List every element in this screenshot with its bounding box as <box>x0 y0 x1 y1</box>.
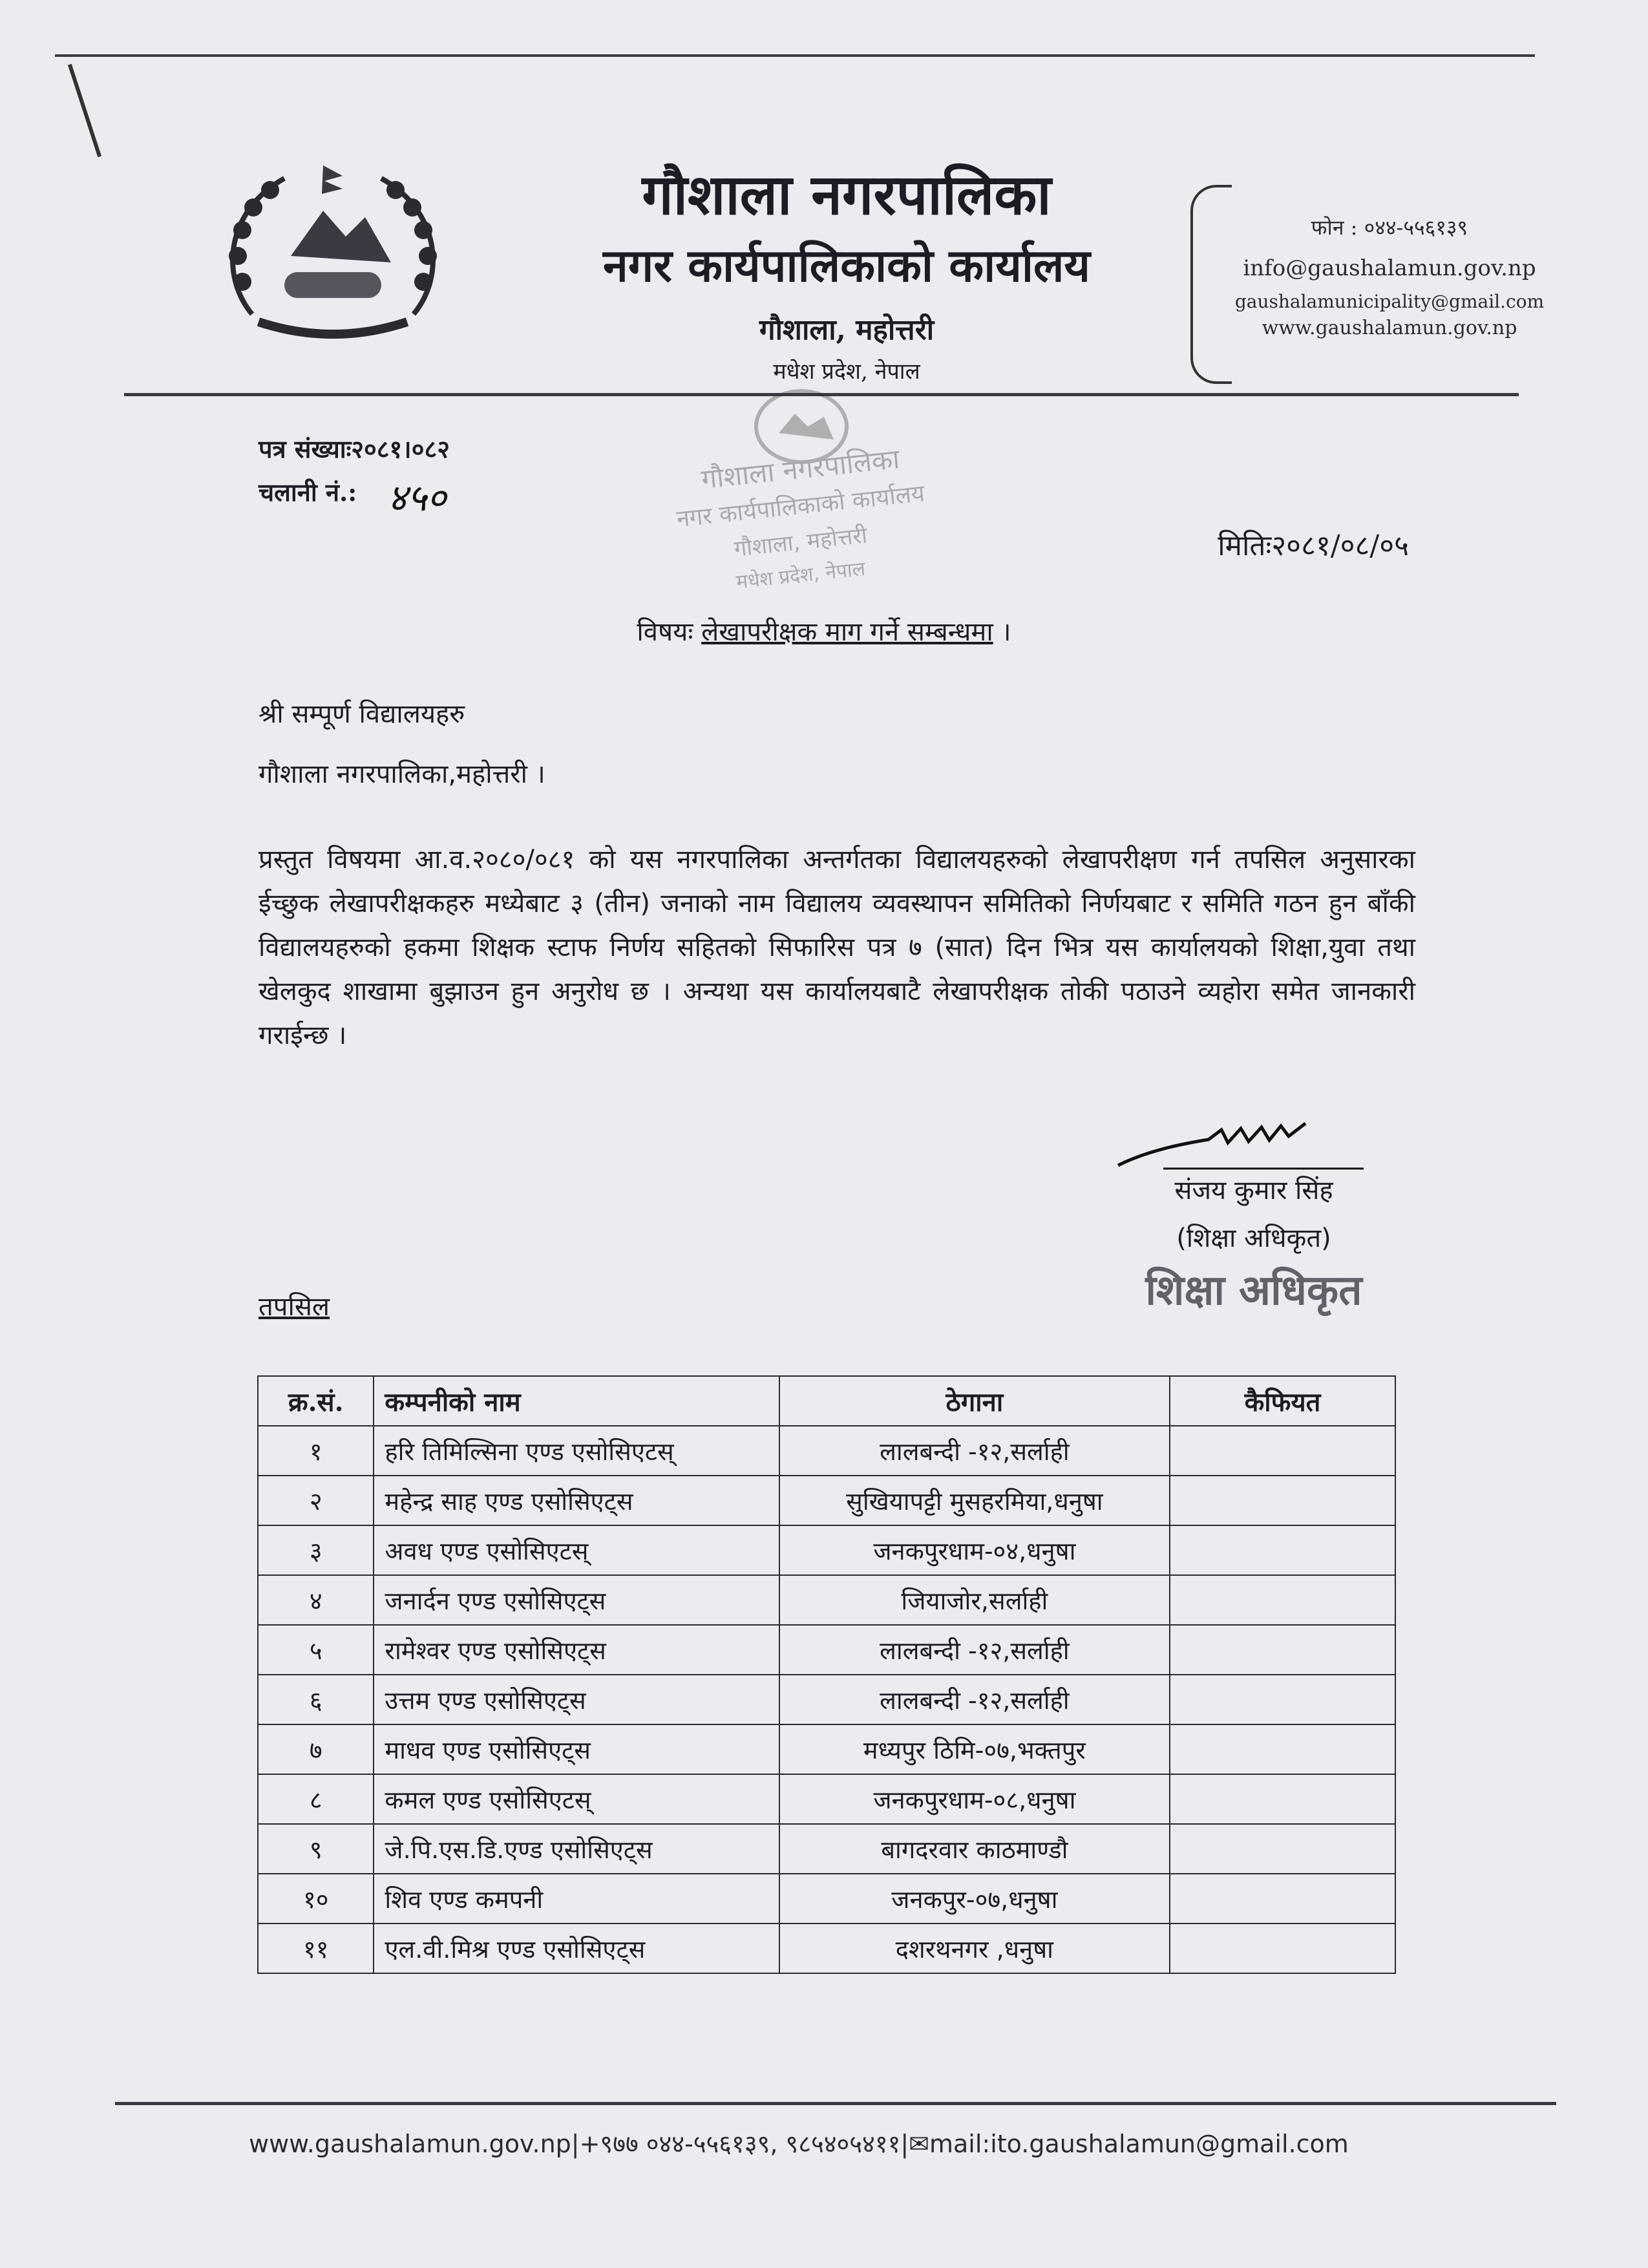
letter-number: पत्र संख्याः२०८१।०८२ <box>259 434 450 463</box>
table-row <box>258 1824 1395 1874</box>
signatory-title: (शिक्षा अधिकृत) <box>1176 1224 1331 1253</box>
cell-address: लालबन्दी -१२,सर्लाही <box>779 1426 1170 1476</box>
cell-company: एल.वी.मिश्र एण्ड एसोसिएट्स <box>374 1924 779 1973</box>
subject-text: लेखापरीक्षक माग गर्ने सम्बन्धमा <box>701 617 993 647</box>
stamp-line-1: गौशाला नगरपालिका <box>699 443 902 496</box>
contact-email-2: gaushalamunicipality@gmail.com <box>1234 291 1545 312</box>
contact-phone: फोन : ०४४-५५६१३९ <box>1311 215 1468 240</box>
signature-icon <box>1112 1104 1370 1175</box>
office-province: मधेश प्रदेश, नेपाल <box>773 359 920 385</box>
cell-company: शिव एण्ड कमपनी <box>374 1874 779 1924</box>
subject-label: विषयः <box>637 617 693 647</box>
table-row <box>258 1426 1395 1476</box>
cell-sn: ५ <box>258 1625 374 1675</box>
cell-sn: ९ <box>258 1824 374 1874</box>
stamp-line-4: मधेश प्रदेश, नेपाल <box>735 557 867 594</box>
cell-remarks <box>1170 1426 1395 1476</box>
cell-address: मध्यपुर ठिमि-०७,भक्तपुर <box>779 1724 1170 1774</box>
cell-sn: १ <box>258 1426 374 1476</box>
subject-line <box>194 613 1454 648</box>
letter-date: मितिः२०८१/०८/०५ <box>1218 529 1409 562</box>
cell-sn: ३ <box>258 1525 374 1575</box>
addressee-line-1: श्री सम्पूर्ण विद्यालयहरु <box>259 699 465 729</box>
addressee-line-2: गौशाला नगरपालिका,महोत्तरी । <box>259 759 545 789</box>
cell-company: माधव एण्ड एसोसिएट्स <box>374 1724 779 1774</box>
municipality-title: गौशाला नगरपालिका <box>642 162 1051 228</box>
cell-address: जनकपुरधाम-०४,धनुषा <box>779 1525 1170 1575</box>
stamp-line-3: गौशाला, महोत्तरी <box>732 522 869 562</box>
cell-sn: ६ <box>258 1675 374 1724</box>
table-row <box>258 1724 1395 1774</box>
cell-remarks <box>1170 1525 1395 1575</box>
cell-remarks <box>1170 1625 1395 1675</box>
cell-address: जनकपुर-०७,धनुषा <box>779 1874 1170 1924</box>
office-stamp <box>672 388 931 601</box>
subject-end: । <box>1001 617 1011 647</box>
table-row <box>258 1924 1395 1973</box>
office-title: नगर कार्यपालिकाको कार्यालय <box>602 238 1091 292</box>
cell-company: रामेश्वर एण्ड एसोसिएट्स <box>374 1625 779 1675</box>
cell-sn: ७ <box>258 1724 374 1774</box>
cell-company: जनार्दन एण्ड एसोसिएट्स <box>374 1575 779 1625</box>
cell-remarks <box>1170 1575 1395 1625</box>
cell-sn: १० <box>258 1874 374 1924</box>
cell-remarks <box>1170 1924 1395 1973</box>
cell-sn: २ <box>258 1476 374 1525</box>
cell-remarks <box>1170 1774 1395 1824</box>
cell-remarks <box>1170 1874 1395 1924</box>
contact-website: www.gaushalamun.gov.np <box>1262 317 1517 339</box>
cell-remarks <box>1170 1476 1395 1525</box>
table-row <box>258 1625 1395 1675</box>
cell-address: दशरथनगर ,धनुषा <box>779 1924 1170 1973</box>
footer-divider <box>115 2102 1556 2105</box>
table-row <box>258 1476 1395 1525</box>
signatory-name: संजय कुमार सिंह <box>1174 1176 1333 1205</box>
cell-address: सुखियापट्टी मुसहरमिया,धनुषा <box>779 1476 1170 1525</box>
cell-company: उत्तम एण्ड एसोसिएट्स <box>374 1675 779 1724</box>
cell-remarks <box>1170 1675 1395 1724</box>
cell-company: जे.पि.एस.डि.एण्ड एसोसिएट्स <box>374 1824 779 1874</box>
col-header-address: ठेगाना <box>779 1376 1170 1426</box>
cell-address: बागदरवार काठमाण्डौ <box>779 1824 1170 1874</box>
nepal-emblem-icon <box>213 153 452 346</box>
cell-remarks <box>1170 1724 1395 1774</box>
cell-sn: ११ <box>258 1924 374 1973</box>
col-header-company: कम्पनीको नाम <box>374 1376 779 1426</box>
table-header-row <box>258 1376 1395 1426</box>
col-header-sn: क्र.सं. <box>258 1376 374 1426</box>
office-place: गौशाला, महोत्तरी <box>759 313 935 346</box>
cell-address: लालबन्दी -१२,सर्लाही <box>779 1675 1170 1724</box>
cell-sn: ४ <box>258 1575 374 1625</box>
top-border-line <box>55 54 1535 57</box>
cell-address: जियाजोर,सर्लाही <box>779 1575 1170 1625</box>
cell-company: कमल एण्ड एसोसिएटस् <box>374 1774 779 1824</box>
scan-mark <box>68 64 101 158</box>
table-row <box>258 1575 1395 1625</box>
auditor-table <box>257 1375 1396 1974</box>
cell-company: अवध एण्ड एसोसिएटस् <box>374 1525 779 1575</box>
cell-remarks <box>1170 1824 1395 1874</box>
col-header-remarks: कैफियत <box>1170 1376 1395 1426</box>
table-row <box>258 1874 1395 1924</box>
dispatch-label: चलानी नं.: <box>259 478 357 507</box>
cell-address: लालबन्दी -१२,सर्लाही <box>779 1625 1170 1675</box>
cell-company: हरि तिमिल्सिना एण्ड एसोसिएटस् <box>374 1426 779 1476</box>
cell-company: महेन्द्र साह एण्ड एसोसिएट्स <box>374 1476 779 1525</box>
table-body <box>258 1426 1395 1973</box>
signatory-seal: शिक्षा अधिकृत <box>1145 1266 1362 1315</box>
table-row <box>258 1525 1395 1575</box>
cell-address: जनकपुरधाम-०८,धनुषा <box>779 1774 1170 1824</box>
table-row <box>258 1675 1395 1724</box>
table-row <box>258 1774 1395 1824</box>
stamp-line-2: नगर कार्यपालिकाको कार्यालय <box>675 480 926 533</box>
annex-title: तपसिल <box>259 1292 330 1322</box>
contact-email: info@gaushalamun.gov.np <box>1243 255 1536 281</box>
cell-sn: ८ <box>258 1774 374 1824</box>
footer-contact: www.gaushalamun.gov.np|+९७७ ०४४-५५६१३९, ९८५४०५४११|✉mail:ito.gaushalamun@gmail.com <box>249 2130 1349 2158</box>
letter-body: प्रस्तुत विषयमा आ.व.२०८०/०८१ को यस नगरपालिका अन्तर्गतका विद्यालयहरुको लेखापरीक्षण गर्न तपसिल अनुसारका ईच्छुक लेखापरीक्षकहरु मध्येबाट ३ (तीन) जनाको नाम विद्यालय व्यवस्थापन समितिको निर्णयबाट र समिति गठन हुन बाँकी विद्यालयहरुको हकमा शिक्षक स्टाफ निर्णय सहितको सिफारिस पत्र ७ (सात) दिन भित्र यस कार्यालयको शिक्षा,युवा तथा खेलकुद शाखामा बुझाउन हुन अनुरोध छ । अन्यथा यस कार्यालयबाटै लेखापरीक्षक तोकी पठाउने व्यहोरा समेत जानकारी गराईन्छ । <box>259 845 1415 1050</box>
dispatch-number: ४५० <box>388 476 447 520</box>
